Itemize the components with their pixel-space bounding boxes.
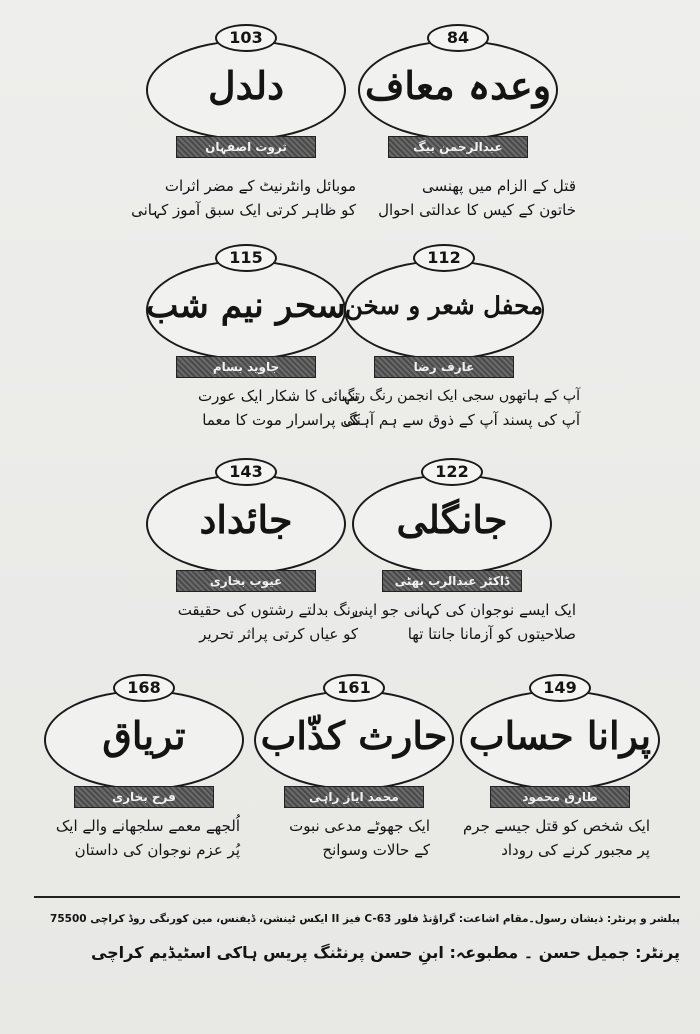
story-title: تریاق: [102, 713, 186, 758]
story-description: [336, 598, 576, 646]
description-line: کے حالات وسوانح: [322, 841, 430, 859]
story-description: [116, 174, 356, 222]
story-card[interactable]: [344, 244, 544, 404]
description-line: کی پراسرار موت کا معما: [202, 411, 360, 429]
author-banner: ثروت اصفہان: [176, 136, 316, 158]
story-description: [340, 384, 580, 432]
description-line: آپ کے ہاتھوں سجی ایک انجمن رنگ رنگ: [341, 388, 580, 404]
page-number: 84: [427, 24, 489, 52]
story-title: حارث کذّاب: [260, 713, 448, 758]
story-description: [240, 814, 430, 862]
description-line: ایک ایسے نوجوان کی کہانی جو اپنی: [351, 601, 576, 619]
story-description: [118, 598, 358, 646]
description-line: کو عیاں کرتی پراثر تحریر: [199, 625, 358, 643]
story-title: سحر نیم شب: [146, 286, 346, 326]
printer-line: پرنٹر: جمیل حسن ۔ مطبوعہ: ابنِ حسن پرنٹنگ پریس ہاکی اسٹیڈیم کراچی: [90, 943, 680, 962]
story-card[interactable]: [146, 244, 346, 404]
description-line: ایک جھوٹے مدعی نبوت: [289, 817, 430, 835]
description-line: آپ کی پسند آپ کے ذوق سے ہم آہنگ: [343, 411, 580, 429]
author-banner: عیوب بخاری: [176, 570, 316, 592]
story-card[interactable]: [44, 674, 244, 834]
description-line: ایک شخص کو قتل جیسے جرم: [463, 817, 650, 835]
description-line: قتل کے الزام میں پھنسی: [421, 177, 576, 195]
page-number: 143: [215, 458, 277, 486]
story-card[interactable]: [254, 674, 454, 834]
story-title: دلدل: [207, 63, 285, 108]
description-line: صلاحیتوں کو آزمانا جانتا تھا: [407, 625, 576, 643]
story-title: پرانا حساب: [468, 713, 652, 758]
description-line: کو ظاہر کرتی ایک سبق آموز کہانی: [131, 201, 356, 219]
author-banner: عبدالرحمن بیگ: [388, 136, 528, 158]
description-line: اُلجھے معمے سلجھانے والے ایک: [55, 817, 240, 835]
story-card[interactable]: [352, 458, 552, 618]
page-number: 103: [215, 24, 277, 52]
description-line: موبائل وانٹرنیٹ کے مضر اثرات: [164, 177, 356, 195]
page-number: 122: [421, 458, 483, 486]
story-card[interactable]: [460, 674, 660, 834]
description-line: رنگ بدلتے رشتوں کی حقیقت: [177, 601, 358, 619]
author-banner: ڈاکٹر عبدالرب بھٹی: [382, 570, 522, 592]
story-title: وعدہ معاف: [364, 63, 552, 108]
page-number: 112: [413, 244, 475, 272]
story-title: محفل شعر و سخن: [344, 291, 544, 320]
description-line: پُر عزم نوجوان کی داستان: [74, 841, 240, 859]
story-card[interactable]: [146, 24, 346, 184]
author-banner: محمد ایاز راہی: [284, 786, 424, 808]
story-card[interactable]: [358, 24, 558, 184]
story-description: [120, 384, 360, 432]
description-line: خاتون کے کیس کا عدالتی احوال: [378, 201, 576, 219]
page-number: 149: [529, 674, 591, 702]
description-line: تنہائی کا شکار ایک عورت: [197, 387, 360, 405]
story-description: [420, 814, 650, 862]
author-banner: جاوید بسام: [176, 356, 316, 378]
page-number: 161: [323, 674, 385, 702]
story-title: جانگلی: [396, 497, 508, 542]
publisher-line: پبلشر و پرنٹر: ذیشان رسول۔مقام اشاعت: گراؤنڈ فلور C-63 فیز II ایکس ٹینشن، ڈیفنس، مین کورنگی روڈ کراچی 75500: [50, 913, 680, 925]
story-description: [34, 814, 240, 862]
page-number: 115: [215, 244, 277, 272]
author-banner: طارق محمود: [490, 786, 630, 808]
description-line: پر مجبور کرنے کی روداد: [501, 841, 650, 859]
imprint-footer: [34, 896, 680, 984]
author-banner: فرح بخاری: [74, 786, 214, 808]
story-title: جائداد: [199, 497, 293, 542]
page-number: 168: [113, 674, 175, 702]
story-description: [336, 174, 576, 222]
story-card[interactable]: [146, 458, 346, 618]
author-banner: عارف رضا: [374, 356, 514, 378]
